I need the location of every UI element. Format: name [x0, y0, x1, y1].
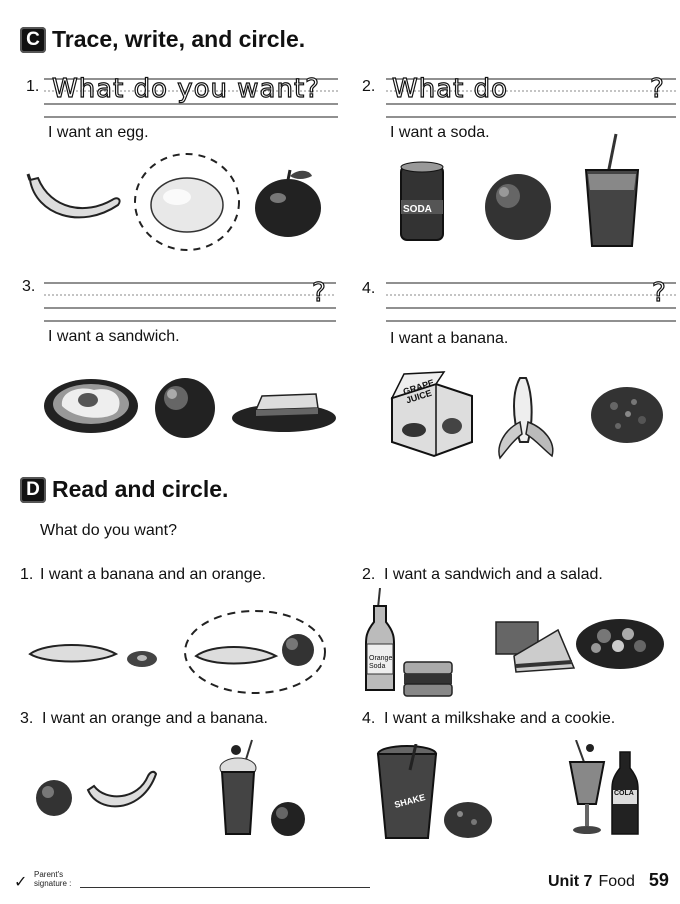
banana-picture[interactable] — [26, 170, 126, 230]
fried-egg-plate-picture[interactable] — [42, 376, 140, 436]
banana-picture-d3[interactable] — [84, 768, 160, 816]
milkshake-picture-d4[interactable] — [566, 740, 608, 836]
checkmark-icon: ✓ — [14, 874, 28, 891]
d3-sentence: I want an orange and a banana. — [42, 710, 268, 727]
page-number: 59 — [648, 870, 669, 890]
orange-picture[interactable] — [482, 172, 554, 242]
apple-picture[interactable] — [250, 166, 326, 238]
c2-sentence: I want a soda. — [390, 124, 490, 141]
salad-bowl-picture[interactable] — [574, 616, 666, 672]
orange-picture-c3[interactable] — [152, 376, 218, 440]
c3-number: 3. — [22, 278, 36, 295]
parent-signature-label — [34, 870, 71, 888]
orange-soda-label: Orange Soda — [369, 655, 393, 670]
soda-can-label: SODA — [403, 204, 432, 215]
shake-cup-label: SHAKE — [393, 792, 427, 810]
d4-number: 4. — [362, 710, 376, 727]
section-c-title: Trace, write, and circle. — [52, 26, 306, 52]
signature-line[interactable] — [80, 887, 370, 888]
parent-label-line2: signature : — [34, 879, 72, 888]
c4-number: 4. — [362, 280, 376, 297]
orange-picture-d3[interactable] — [34, 778, 76, 818]
section-d-prompt: What do you want? — [40, 522, 177, 539]
juice-box-label: GRAPE JUICE — [401, 377, 436, 406]
cookie-picture-d4[interactable] — [442, 800, 494, 840]
cola-bottle-label: COLA — [614, 790, 634, 797]
unit-label: Unit 7 — [548, 873, 593, 890]
c2-question-mark: ? — [650, 74, 664, 104]
c1-trace-text[interactable]: What do you want? — [52, 74, 320, 104]
d1-number: 1. — [20, 566, 34, 583]
donut-picture[interactable] — [126, 650, 158, 668]
topic-label: Food — [598, 873, 635, 890]
milkshake-picture-d3[interactable] — [218, 738, 260, 838]
c2-trace-text[interactable]: What do — [392, 74, 508, 104]
c3-sentence: I want a sandwich. — [48, 328, 180, 345]
section-d-letter: D — [20, 477, 46, 503]
peeled-banana-picture[interactable] — [490, 372, 560, 460]
sandwich-picture-d2b[interactable] — [494, 616, 576, 678]
sandwich-picture-d2[interactable] — [400, 656, 458, 700]
section-c-letter: C — [20, 27, 46, 53]
c3-question-mark: ? — [312, 278, 326, 308]
c4-question-mark: ? — [652, 278, 666, 308]
c1-sentence: I want an egg. — [48, 124, 149, 141]
c2-number: 2. — [362, 78, 376, 95]
section-c-header — [20, 26, 305, 53]
soda-can-picture[interactable] — [398, 160, 446, 244]
d3-number: 3. — [20, 710, 34, 727]
d2-sentence: I want a sandwich and a salad. — [384, 566, 603, 583]
d1-sentence: I want a banana and an orange. — [40, 566, 266, 583]
c1-number: 1. — [26, 78, 40, 95]
c3-writing-lines — [44, 280, 336, 324]
c4-sentence: I want a banana. — [390, 330, 509, 347]
shake-cup-picture[interactable] — [376, 744, 438, 840]
d1-circled-group[interactable] — [182, 608, 328, 696]
banana-picture-d1[interactable] — [26, 636, 118, 668]
orange-soda-bottle-picture[interactable] — [364, 588, 396, 694]
c4-writing-lines — [386, 280, 676, 324]
page-footer — [548, 870, 669, 891]
section-d-header — [20, 476, 228, 503]
d2-number: 2. — [362, 566, 376, 583]
parent-label-line1: Parent's — [34, 870, 64, 879]
cookie-picture[interactable] — [588, 384, 666, 446]
sandwich-plate-picture[interactable] — [230, 386, 338, 436]
orange-picture-d3b[interactable] — [268, 800, 308, 838]
section-d-title: Read and circle. — [52, 476, 229, 502]
d4-sentence: I want a milkshake and a cookie. — [384, 710, 616, 727]
juice-glass-picture[interactable] — [580, 130, 644, 250]
egg-circled-picture[interactable] — [132, 152, 242, 252]
